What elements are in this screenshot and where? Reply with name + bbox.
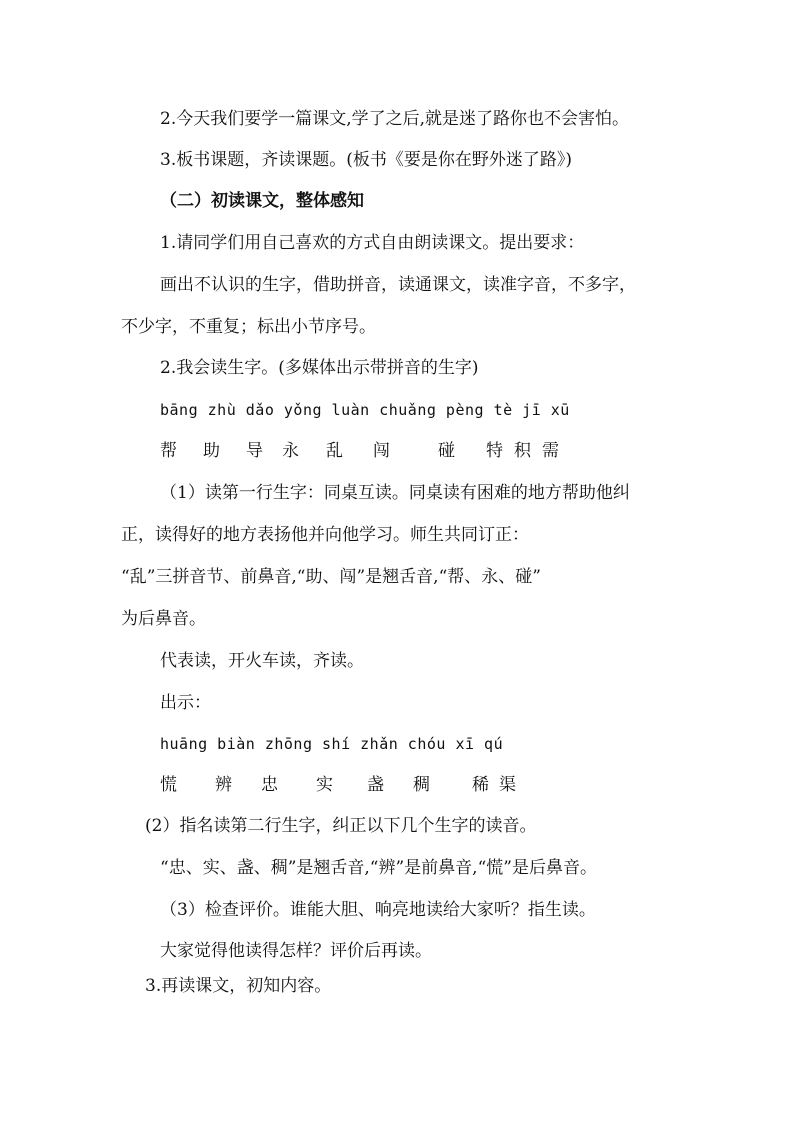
char-item: 渠 [499, 775, 516, 795]
char-item: 碰 [438, 441, 455, 461]
char-item: 帮 [160, 441, 177, 461]
pinyin-row-1: bāng zhù dǎo yǒng luàn chuǎng pèng tè jī xū [160, 401, 570, 419]
char-item: 需 [542, 441, 559, 461]
paragraph-read-chars: 2.我会读生字。(多媒体出示带拼音的生字) [160, 358, 479, 378]
paragraph-intro: 2.今天我们要学一篇课文,学了之后,就是迷了路你也不会害怕。 [160, 109, 630, 129]
char-item: 实 [316, 775, 333, 795]
paragraph-first-row-cont: 正，读得好的地方表扬他并向他学习。师生共同订正： [121, 525, 529, 545]
paragraph-second-row: (2）指名读第二行生字，纠正以下几个生字的读音。 [145, 816, 537, 836]
paragraph-show: 出示： [160, 693, 211, 713]
char-item: 助 [203, 441, 220, 461]
char-item: 稀 [472, 775, 489, 795]
paragraph-read-again: 3.再读课文，初知内容。 [145, 976, 332, 996]
paragraph-requirement-detail-cont: 不少字，不重复；标出小节序号。 [121, 317, 376, 337]
char-item: 永 [282, 441, 299, 461]
char-item: 辨 [215, 775, 232, 795]
char-item: 乱 [326, 441, 343, 461]
char-item: 盏 [367, 775, 384, 795]
char-item: 忠 [261, 775, 278, 795]
paragraph-pronunciation-2: “忠、实、盏、稠”是翘舌音,“辨”是前鼻音,“慌”是后鼻音。 [160, 858, 597, 878]
char-item: 特 [486, 441, 503, 461]
section-heading: （二）初读课文，整体感知 [160, 191, 364, 211]
char-item: 闯 [373, 441, 390, 461]
paragraph-evaluation: （3）检查评价。谁能大胆、响亮地读给大家听？指生读。 [160, 900, 596, 920]
paragraph-reread: 大家觉得他读得怎样？评价后再读。 [160, 941, 432, 961]
paragraph-board-title: 3.板书课题，齐读课题。(板书《要是你在野外迷了路》) [160, 150, 572, 170]
paragraph-requirement-detail: 画出不认识的生字，借助拼音，读通课文，读准字音，不多字， [160, 275, 636, 295]
paragraph-requirement: 1.请同学们用自己喜欢的方式自由朗读课文。提出要求： [160, 233, 585, 253]
char-item: 积 [514, 441, 531, 461]
char-item: 慌 [160, 775, 177, 795]
char-item: 导 [246, 441, 263, 461]
char-item: 稠 [413, 775, 430, 795]
pinyin-row-2: huāng biàn zhōng shí zhǎn chóu xī qú [160, 735, 504, 753]
paragraph-pronunciation-1-cont: 为后鼻音。 [121, 609, 206, 629]
paragraph-reading-methods: 代表读，开火车读，齐读。 [160, 651, 364, 671]
paragraph-first-row: （1）读第一行生字：同桌互读。同桌读有困难的地方帮助他纠 [160, 483, 630, 503]
paragraph-pronunciation-1: “乱”三拼音节、前鼻音,“助、闯”是翘舌音,“帮、永、碰” [121, 567, 541, 587]
